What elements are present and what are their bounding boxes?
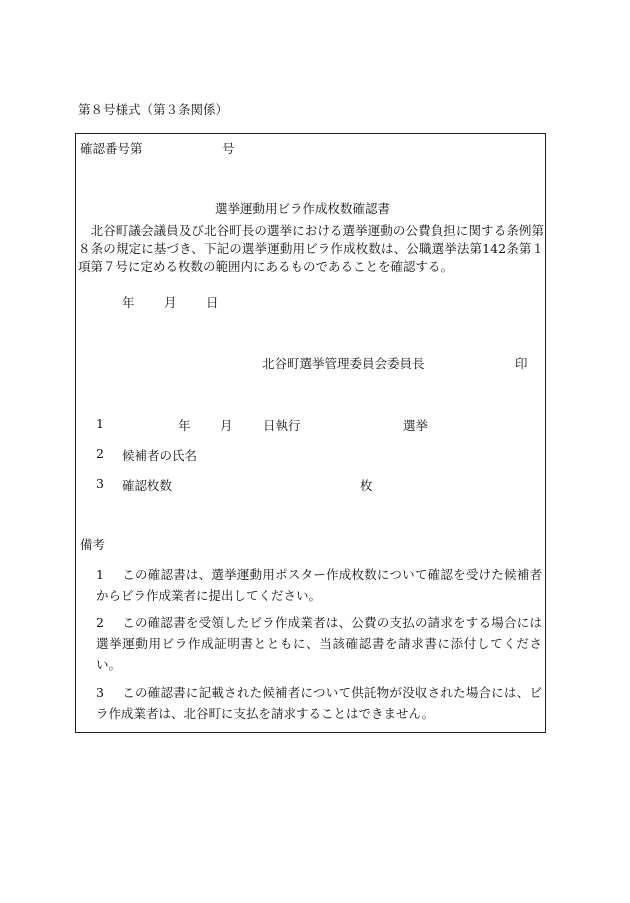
item-1-election: 選挙 <box>403 418 429 433</box>
note-2-number: 2 <box>96 615 104 630</box>
note-3 <box>96 682 542 724</box>
issue-date-day: 日 <box>206 295 219 310</box>
item-2-number: 2 <box>96 446 104 461</box>
note-1-number: 1 <box>96 567 104 582</box>
item-3-unit: 枚 <box>360 478 373 493</box>
confirmation-number-suffix: 号 <box>222 141 235 156</box>
item-2-label: 候補者の氏名 <box>122 448 198 463</box>
note-3-text: この確認書に記載された候補者について供託物が没収された場合には、ビラ作成業者は、北谷町に支払を請求することはできません。 <box>96 685 542 721</box>
item-3-number: 3 <box>96 476 104 491</box>
item-1-day-exec: 日執行 <box>263 418 301 433</box>
note-2 <box>96 612 542 675</box>
note-2-text: この確認書を受領したビラ作成業者は、公費の支払の請求をする場合には選挙運動用ビラ作成証明書とともに、当該確認書を請求書に添付してください。 <box>96 615 542 672</box>
seal-mark: 印 <box>515 356 528 371</box>
note-1 <box>96 564 542 606</box>
issue-date-year: 年 <box>122 295 135 310</box>
item-1-month: 月 <box>220 418 233 433</box>
item-3-label: 確認枚数 <box>122 478 173 493</box>
remarks-label: 備考 <box>80 537 106 552</box>
issue-date-month: 月 <box>164 295 177 310</box>
note-3-number: 3 <box>96 685 104 700</box>
signatory: 北谷町選挙管理委員会委員長 <box>262 356 425 371</box>
confirmation-number-label: 確認番号第 <box>80 141 143 156</box>
document-title: 選挙運動用ビラ作成枚数確認書 <box>215 201 391 216</box>
body-paragraph: 北谷町議会議員及び北谷町長の選挙における選挙運動の公費負担に関する条例第８条の規定に基づき、下記の選挙運動用ビラ作成枚数は、公職選挙法第142条第１項第７号に定める枚数の範囲内にあるものであることを確認する。 <box>78 223 544 274</box>
item-1-year: 年 <box>178 418 191 433</box>
form-number: 第８号様式（第３条関係） <box>78 102 229 117</box>
item-1-number: 1 <box>96 416 104 431</box>
note-1-text: この確認書は、選挙運動用ポスター作成枚数について確認を受けた候補者からビラ作成業者に提出してください。 <box>96 567 542 603</box>
